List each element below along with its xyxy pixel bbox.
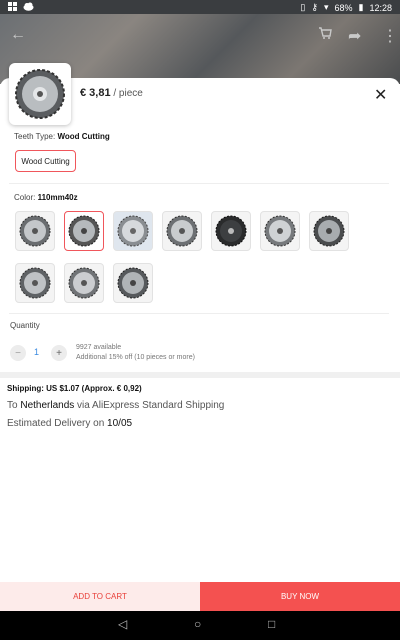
- battery-icon: ▮: [358, 2, 364, 12]
- cart-icon[interactable]: [318, 26, 332, 45]
- color-option-7[interactable]: [309, 211, 349, 251]
- quantity-decrease-button[interactable]: −: [10, 345, 26, 361]
- quantity-value[interactable]: 1: [34, 347, 40, 357]
- share-icon[interactable]: ➦: [348, 28, 362, 45]
- shipping-cost: Shipping: US $1.07 (Approx. € 0,92): [7, 384, 142, 393]
- grid-icon: [8, 2, 18, 13]
- battery-level: 68%: [334, 2, 353, 13]
- estimated-delivery: Estimated Delivery on 10/05: [7, 418, 133, 429]
- section-separator: [0, 372, 400, 378]
- key-icon: ⚷: [311, 2, 318, 12]
- teeth-type-value: Wood Cutting: [57, 132, 110, 141]
- quantity-label: Quantity: [10, 321, 40, 330]
- status-bar: [0, 0, 400, 14]
- home-circle-icon[interactable]: ○: [194, 617, 202, 631]
- color-option-6[interactable]: [260, 211, 300, 251]
- color-option-2-selected[interactable]: [64, 211, 104, 251]
- more-vertical-icon[interactable]: ⋮: [382, 28, 398, 45]
- clock: 12:28: [369, 2, 392, 13]
- color-option-1[interactable]: [15, 211, 55, 251]
- arrow-left-icon[interactable]: ←: [10, 26, 26, 43]
- color-option-4[interactable]: [162, 211, 202, 251]
- bulk-discount: Additional 15% off (10 pieces or more): [76, 354, 195, 361]
- teeth-type-option-wood-cutting[interactable]: Wood Cutting: [15, 150, 76, 172]
- product-thumbnail: [9, 63, 71, 125]
- color-option-8[interactable]: [15, 263, 55, 303]
- color-option-5[interactable]: [211, 211, 251, 251]
- color-option-3[interactable]: [113, 211, 153, 251]
- price-value: € 3,81: [80, 87, 111, 99]
- back-triangle-icon[interactable]: ◁: [118, 617, 128, 631]
- cloud-icon: [23, 2, 34, 13]
- price-unit: / piece: [113, 88, 143, 99]
- color-value: 110mm40z: [37, 193, 78, 202]
- wifi-icon: ▾: [323, 2, 329, 12]
- divider: [9, 313, 389, 314]
- availability-info: [76, 343, 195, 363]
- delivery-date: 10/05: [107, 418, 133, 429]
- shipping-destination[interactable]: To Netherlands via AliExpress Standard Shipping: [7, 400, 225, 411]
- color-option-9[interactable]: [64, 263, 104, 303]
- add-to-cart-button[interactable]: ADD TO CART: [0, 582, 200, 611]
- price: [80, 87, 143, 99]
- destination-country: Netherlands: [20, 400, 75, 411]
- color-label: Color: 110mm40z: [14, 193, 78, 202]
- close-icon[interactable]: ✕: [374, 87, 388, 104]
- available-count: 9927 available: [76, 344, 122, 351]
- color-option-10[interactable]: [113, 263, 153, 303]
- recents-square-icon[interactable]: □: [268, 617, 276, 631]
- teeth-type-label: Teeth Type: Wood Cutting: [14, 132, 110, 141]
- vibrate-icon: ▯: [300, 2, 306, 12]
- quantity-increase-button[interactable]: +: [51, 345, 67, 361]
- divider: [9, 183, 389, 184]
- buy-now-button[interactable]: BUY NOW: [200, 582, 400, 611]
- android-nav-bar: [0, 611, 400, 640]
